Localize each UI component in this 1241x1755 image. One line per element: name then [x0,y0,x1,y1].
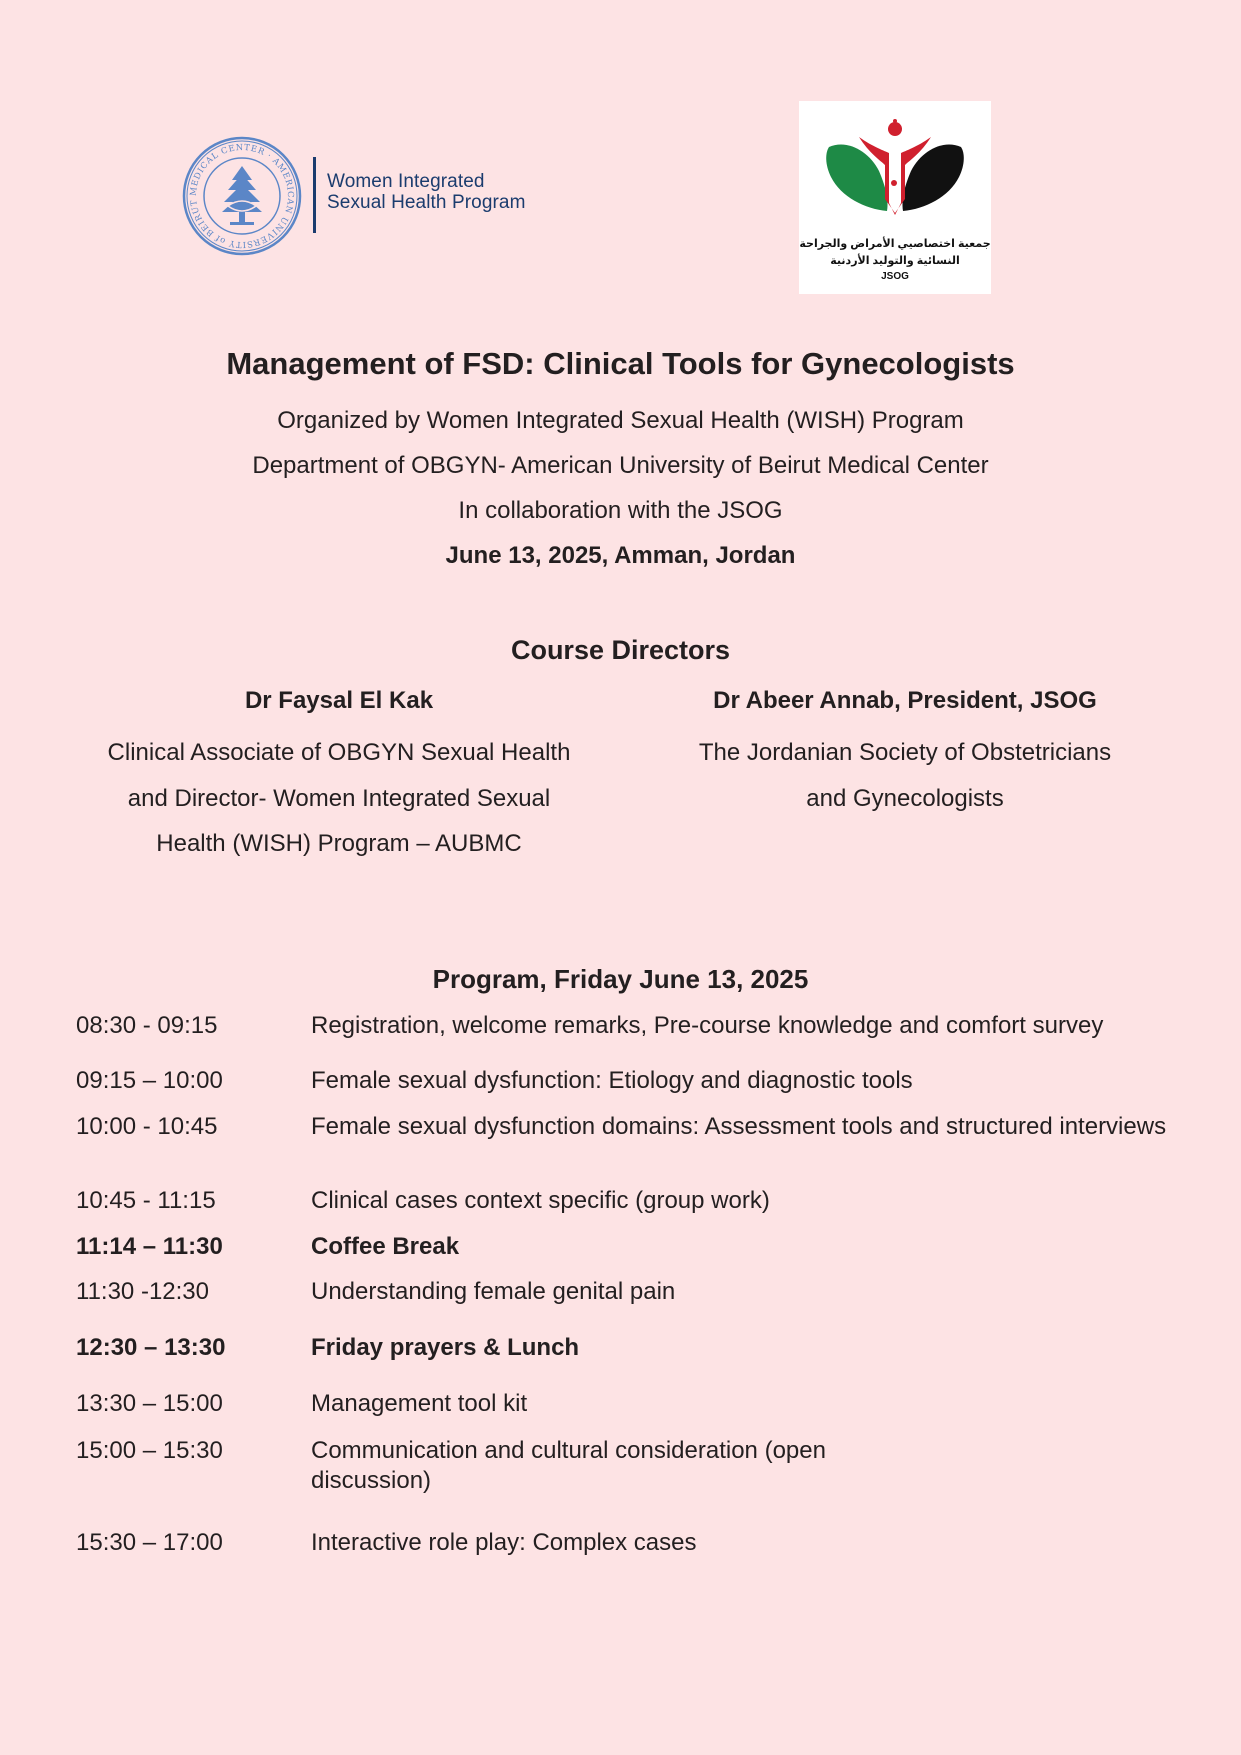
page-title: Management of FSD: Clinical Tools for Gynecologists [226,346,1015,381]
director-name: Dr Abeer Annab, President, JSOG [713,687,1097,714]
session-time: 15:30 – 17:00 [76,1529,223,1556]
collaboration: In collaboration with the JSOG [458,497,783,524]
director-role-line: and Director- Women Integrated Sexual [127,784,551,812]
session-time: 11:30 -12:30 [76,1278,209,1305]
department: Department of OBGYN- American University of Beirut Medical Center [252,452,989,479]
jsog-emblem-icon [813,113,977,221]
session-description: Communication and cultural consideration (open discussion) [311,1437,826,1494]
session-time: 08:30 - 09:15 [76,1012,218,1039]
cedar-icon [222,166,262,225]
session-description: Understanding female genital pain [311,1278,676,1305]
logo-divider [313,157,316,233]
session-time: 10:00 - 10:45 [76,1113,218,1140]
session-time: 13:30 – 15:00 [76,1390,223,1417]
director-name: Dr Faysal El Kak [244,687,434,714]
session-description: Clinical cases context specific (group work) [311,1187,770,1214]
session-description: Friday prayers & Lunch [311,1334,580,1361]
wish-logo-line1: Women Integrated [327,171,485,192]
director-role-line: Clinical Associate of OBGYN Sexual Health [107,739,571,766]
session-description: Interactive role play: Complex cases [311,1529,697,1556]
session-time: 09:15 – 10:00 [76,1067,223,1094]
director-card [645,686,1165,821]
session-description: Female sexual dysfunction domains: Assessment tools and structured interviews [311,1113,1167,1140]
director-role-line: and Gynecologists [806,784,1004,812]
aub-seal-logo [182,136,302,256]
jsog-abbreviation: JSOG [881,271,909,282]
event-date-location: June 13, 2025, Amman, Jordan [445,542,796,569]
directors-heading: Course Directors [510,635,731,665]
aub-seal-text: MEDICAL CENTER · AMERICAN UNIVERSITY of BEIRUT [187,141,297,251]
session-time: 10:45 - 11:15 [76,1187,216,1214]
jsog-logo [799,101,991,294]
session-time: 15:00 – 15:30 [76,1437,223,1464]
jsog-arabic-line1: جمعية اختصاصيي الأمراض والجراحة [799,238,991,250]
session-time: 11:14 – 11:30 [76,1233,223,1260]
session-time: 12:30 – 13:30 [76,1334,226,1361]
session-description: Registration, welcome remarks, Pre-course knowledge and comfort survey [311,1012,1104,1039]
session-description: Coffee Break [311,1233,460,1260]
director-card [79,686,599,867]
jsog-arabic-line2: النسائية والتوليد الأردنية [830,255,960,267]
session-description: Management tool kit [311,1390,528,1417]
director-role-line: The Jordanian Society of Obstetricians [698,739,1112,766]
session-description: Female sexual dysfunction: Etiology and diagnostic tools [311,1067,913,1094]
wish-logo-line2: Sexual Health Program [327,192,526,213]
director-role-line: Health (WISH) Program – AUBMC [156,830,522,857]
organized-by: Organized by Women Integrated Sexual Health (WISH) Program [277,407,964,434]
program-heading: Program, Friday June 13, 2025 [432,964,809,994]
